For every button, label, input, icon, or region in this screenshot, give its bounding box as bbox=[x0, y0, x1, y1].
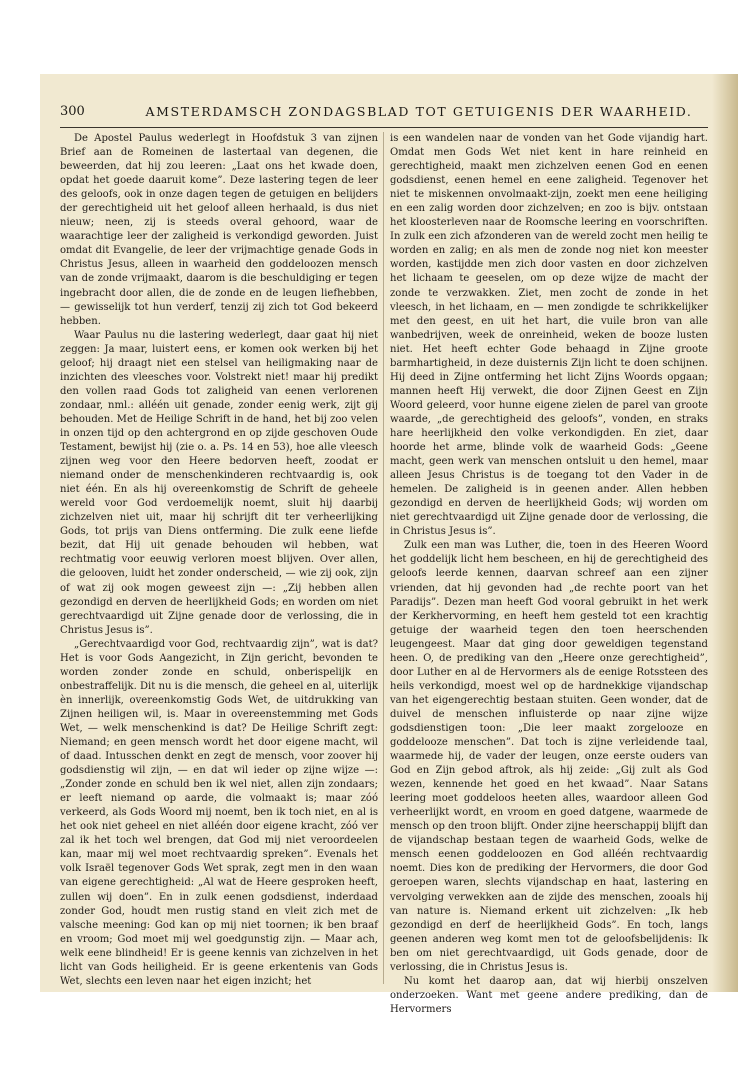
book-spine-shadow bbox=[712, 74, 738, 992]
paragraph: Nu komt het daarop aan, dat wij hierbij onszelven onderzoeken. Want met geene andere prediking, dan de Hervormers bbox=[390, 975, 708, 1015]
left-column bbox=[60, 132, 378, 987]
right-column bbox=[390, 132, 708, 1015]
page-number: 300 bbox=[60, 104, 85, 119]
header-rule bbox=[60, 127, 708, 128]
paragraph: Zulk een man was Luther, die, toen in des Heeren Woord het goddelijk licht hem bescheen, en hij de gerechtigheid des geloofs leerde kennen, daarvan schreef aan een zijner vrienden, dat hij gevonden had „de rechte poort van het Paradijs”. Dezen man heeft God vooral gebruikt in het werk der Kerkhervorming, en heeft hem gesteld tot een krachtig getuige der waarheid tegen den toen heerschenden leugengeest. Maar dat ging door geweldigen tegenstand heen. O, de prediking van den „Heere onze gerechtigheid”, door Luther en al de Hervormers als de eenige Rotssteen des heils verkondigd, moest wel op de hardnekkige vijandschap van het eigengerechtig bestaan stuiten. Geen wonder, dat de duivel de menschen influisterde op naar zijne wijze godsdienstigen toon: „Die leer maakt zorgelooze en goddelooze menschen”. Dat toch is zijne verleidende taal, waarmede hij, de vader der leugen, onze eerste ouders van God en Zijn gebod aftrok, als hij zeide: „Gij zult als God wezen, kennende het goed en het kwaad”. Naar Satans leering moet goddeloos heeten alles, waardoor alleen God verheerlijkt wordt, en vroom en goed datgene, waarmede de mensch op den troon blijft. Onder zijne heerschappij blijft dan de vijandschap bestaan tegen de waarheid Gods, welke de mensch eenen goddeloozen en God alléén rechtvaardig noemt. Dies kon de prediking der Hervormers, die door God geroepen waren, slechts vijandschap en haat, lastering en vervolging verwekken aan de zijde des menschen, zooals hij van nature is. Niemand erkent uit zichzelven: „Ik heb gezondigd en derf de heerlijkheid Gods”. En toch, langs geenen anderen weg komt men tot de geloofsbelijdenis: Ik ben om niet gerechtvaardigd, uit Gods genade, door de verlossing, die in Christus Jesus is. bbox=[390, 540, 708, 973]
paragraph: is een wandelen naar de vonden van het Gode vijandig hart. Omdat men Gods Wet niet kent in hare reinheid en gerechtigheid, maakt men zichzelven eenen God en eenen godsdienst, eenen hemel en eene zaligheid. Tegenover het niet te miskennen onvolmaakt-zijn, zoekt men eene heiliging en een zalig worden door zichzelven; en zoo is bijv. ontstaan het kloosterleven naar de Roomsche leering en voorschriften. In zulk een zich afzonderen van de wereld zocht men heilig te worden en zalig; en als men de zonde nog niet kon meester worden, kastijdde men zich door vasten en door zichzelven het lichaam te geeselen, om op deze wijze de macht der zonde te verzwakken. Ziet, men zocht de zonde in het vleesch, in het lichaam, en — men zondigde te schrikkelijker met den geest, en uit het hart, die vuile bron van alle wanbedrijven, week de onreinheid, weken de booze lusten niet. Het heeft echter Gode behaagd in Zijne groote barmhartigheid, in deze duisternis Zijn licht te doen schijnen. Hij deed in Zijne ontferming het licht Zijns Woords opgaan; mannen heeft Hij verwekt, die door Zijnen Geest en Zijn Woord geleerd, voor hunne eigene zielen de parel van groote waarde, „de gerechtigheid des geloofs”, vonden, en straks hare heerlijkheid den volke verkondigden. En ziet, daar hoorde het arme, blinde volk de waarheid Gods: „Geene macht, geen werk van menschen ontsluit u den hemel, maar alleen Jesus Christus is de toegang tot den Vader in de hemelen. De zaligheid is in geenen ander. Allen hebben gezondigd en derven de heerlijkheid Gods; wij worden om niet gerechtvaardigd uit Zijne genade door de verlossing, die in Christus Jesus is”. bbox=[390, 133, 708, 538]
journal-title: AMSTERDAMSCH ZONDAGSBLAD TOT GETUIGENIS DER WAARHEID. bbox=[145, 104, 693, 119]
paragraph: De Apostel Paulus wederlegt in Hoofdstuk 3 van zijnen Brief aan de Romeinen de lastertaal van degenen, die beweerden, dat hij zou leeren: „Laat ons het kwade doen, opdat het goede daaruit kome”. Deze lastering tegen de leer des geloofs, ook in onze dagen tegen de getuigen en belijders der gerechtigheid uit het geloof alleen herhaald, is dus niet nieuw; neen, zij is steeds overal gehoord, waar de waarachtige leer der zaligheid is verkondigd geworden. Juist omdat dit Evangelie, de leer der vrijmachtige genade Gods in Christus Jesus, alleen in waarheid den goddeloozen mensch van de zonde vrijmaakt, daarom is die beschuldiging er tegen ingebracht door allen, die de zonde en de leugen liefhebben, — gewisselijk tot hun verderf, tenzij zij zich tot God bekeerd hebben. bbox=[60, 133, 378, 327]
paragraph: „Gerechtvaardigd voor God, rechtvaardig zijn”, wat is dat? Het is voor Gods Aangezicht, in Zijn gericht, bevonden te worden zonder zonde en schuld, onberispelijk en onbestraffelijk. Dit nu is die mensch, die geheel en al, uiterlijk èn innerlijk, overeenkomstig Gods Wet, de uitdrukking van Zijnen heiligen wil, is. Maar in overeenstemming met Gods Wet, — welk menschenkind is dat? De Heilige Schrift zegt: Niemand; en geen mensch wordt het door eigene macht, wil of daad. Intusschen denkt en zegt de mensch, voor zoover hij godsdienstig wil zijn, — en dat wil ieder op zijne wijze —: „Zonder zonde en schuld ben ik wel niet, allen zijn zondaars; er leeft niemand op aarde, die volmaakt is; maar zóó verkeerd, als Gods Woord mij noemt, ben ik toch niet, en al is het ook niet geheel en niet alléén door eigene kracht, zóó ver zal ik het toch wel brengen, dat God mij niet veroordeelen kan, maar mij wel moet rechtvaardig spreken”. Evenals het volk Israël tegenover Gods Wet sprak, zegt men in den waan van eigene gerechtigheid: „Al wat de Heere gesproken heeft, zullen wij doen”. En in zulk eenen godsdienst, inderdaad zonder God, houdt men rustig stand en vleit zich met de valsche meening: God kan op mij niet toornen; ik ben braaf en vroom; God moet mij wel goedgunstig zijn. — Maar ach, welk eene blindheid! Er is geene kennis van zichzelven in het licht van Gods heiligheid. Er is geene erkentenis van Gods Wet, slechts een leven naar het eigen inzicht; het bbox=[60, 638, 378, 987]
paragraph: Waar Paulus nu die lastering wederlegt, daar gaat hij niet zeggen: Ja maar, luistert eens, er komen ook werken bij het geloof; hij draagt niet een stelsel van heiligmaking naar de inzichten des vleesches voor. Volstrekt niet! maar hij predikt den vollen raad Gods tot zaligheid van eenen verlorenen zondaar, nml.: alléén uit genade, zonder eenig werk, zijt gij behouden. Met de Heilige Schrift in de hand, het bij zoo velen in onzen tijd op den achtergrond en op zijde geschoven Oude Testament, bewijst hij (zie o. a. Ps. 14 en 53), hoe alle vleesch zijnen weg voor den Heere bedorven heeft, zoodat er niemand onder de menschenkinderen rechtvaardig is, ook niet één. En als hij overeenkomstig de Schrift de geheele wereld voor God verdoemelijk noemt, sluit hij daarbij zichzelven niet uit, maar hij schrijft dit ter verheerlijking Gods, tot prijs van Diens ontferming. Die zulk eene liefde bezit, dat Hij uit genade behouden wil hebben, wat rechtmatig voor eeuwig verloren moest blijven. Over allen, die gelooven, luidt het zonder onderscheid, — wie zij ook, zijn of wat zij ook mogen geweest zijn —: „Zij hebben allen gezondigd en derven de heerlijkheid Gods; en worden om niet gerechtvaardigd uit Zijne genade door de verlossing, die in Christus Jesus is”. bbox=[60, 329, 378, 636]
page-header bbox=[60, 104, 708, 126]
column-divider bbox=[383, 132, 384, 984]
page-sheet bbox=[40, 74, 738, 1015]
